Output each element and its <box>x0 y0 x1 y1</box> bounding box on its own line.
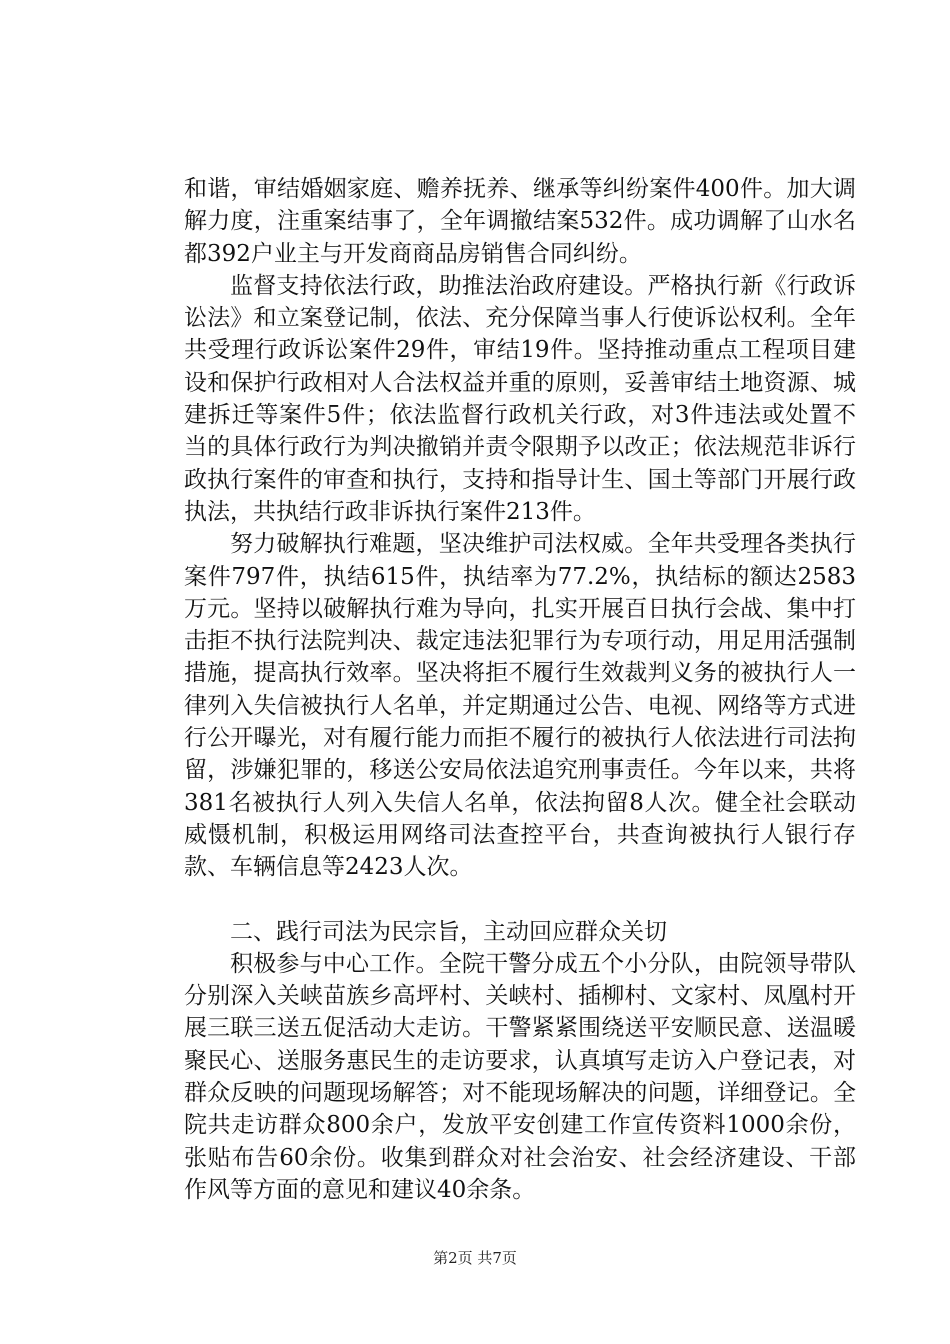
paragraph-enforcement: 努力破解执行难题，坚决维护司法权威。全年共受理各类执行案件797件，执结615件，执结率为77.2%，执结标的额达2583万元。坚持以破解执行难为导向，扎实开展百日执行会战、集中打击拒不执行法院判决、裁定违法犯罪行为专项行动，用足用活强制措施，提高执行效率。坚决将拒不履行生效裁判义务的被执行人一律列入失信被执行人名单，并定期通过公告、电视、网络等方式进行公开曝光，对有履行能力而拒不履行的被执行人依法进行司法拘留，涉嫌犯罪的，移送公安局依法追究刑事责任。今年以来，共将381名被执行人列入失信人名单，依法拘留8人次。健全社会联动威慑机制，积极运用网络司法查控平台，共查询被执行人银行存款、车辆信息等2423人次。 <box>184 531 856 881</box>
page-number: 第2页 共7页 <box>433 1249 517 1267</box>
document-body <box>184 173 856 1206</box>
paragraph-administrative-litigation: 监督支持依法行政，助推法治政府建设。严格执行新《行政诉讼法》和立案登记制，依法、充分保障当事人行使诉讼权利。全年共受理行政诉讼案件29件，审结19件。坚持推动重点工程项目建设和保护行政相对人合法权益并重的原则，妥善审结土地资源、城建拆迁等案件5件；依法监督行政机关行政，对3件违法或处置不当的具体行政行为判决撤销并责令限期予以改正；依法规范非诉行政执行案件的审查和执行，支持和指导计生、国土等部门开展行政执法，共执结行政非诉执行案件213件。 <box>184 272 856 525</box>
section-heading: 二、践行司法为民宗旨，主动回应群众关切 <box>230 918 667 945</box>
paragraph-family-cases: 和谐，审结婚姻家庭、赡养抚养、继承等纠纷案件400件。加大调解力度，注重案结事了，全年调撤结案532件。成功调解了山水名都392户业主与开发商商品房销售合同纠纷。 <box>184 176 856 267</box>
paragraph-central-work: 积极参与中心工作。全院干警分成五个小分队，由院领导带队分别深入关峡苗族乡高坪村、关峡村、插柳村、文家村、凤凰村开展三联三送五促活动大走访。干警紧紧围绕送平安顺民意、送温暖聚民心、送服务惠民生的走访要求，认真填写走访入户登记表，对群众反映的问题现场解答；对不能现场解决的问题，详细登记。全院共走访群众800余户，发放平安创建工作宣传资料1000余份，张贴布告60余份。收集到群众对社会治安、社会经济建设、干部作风等方面的意见和建议40余条。 <box>184 950 856 1203</box>
page-footer <box>0 1247 950 1268</box>
